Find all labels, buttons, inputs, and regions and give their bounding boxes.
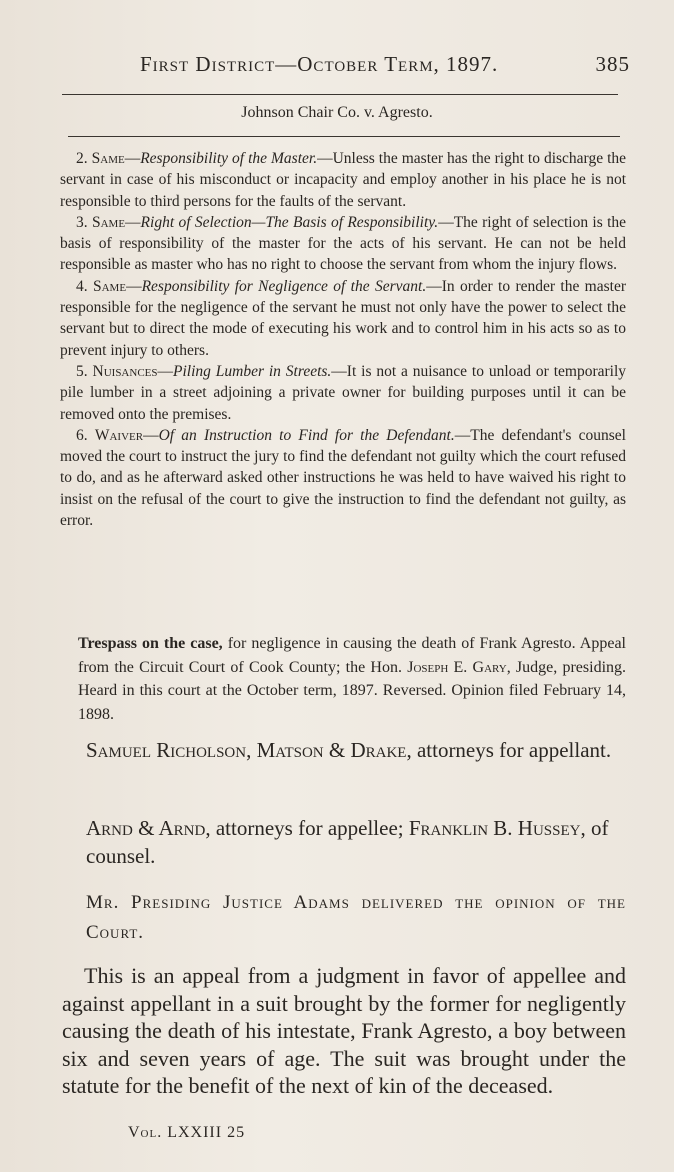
case-title: Johnson Chair Co. v. Agresto. (241, 104, 433, 121)
headnote-topic: Waiver (94, 426, 144, 444)
appellee-counsel (86, 814, 626, 870)
running-head (140, 52, 630, 77)
headnote-text: —The defendant's counsel moved the court to instruct the jury to find the defendant not guilty which the court refused to do, and as he afterward asked other instructions he was held to have waived his right to insist on the refusal of the court to give the instruction to find the defendant not guilty, as error. (60, 426, 626, 530)
volume-label: Vol. LXXIII (128, 1124, 223, 1141)
headnote-number: 4. (76, 277, 88, 295)
appellant-counsel (86, 736, 626, 764)
case-action: Trespass on the case, (78, 635, 223, 652)
headnote-topic: Same (92, 277, 127, 295)
running-head-title: First District—October Term, 1897. (140, 52, 499, 76)
of-counsel-name: Franklin B. Hussey (408, 816, 581, 840)
case-description (78, 632, 626, 726)
header-rule-top (62, 94, 618, 95)
headnote-subtopic: Of an Instruction to Find for the Defendant. (158, 426, 455, 444)
signature-mark (128, 1124, 245, 1142)
headnote: 3. Same—Right of Selection—The Basis of Responsibility.—The right of selection is the basis of responsibility of the master for the acts of his servant. He can not be held responsible as master who has no right to choose the servant from whom the injury flows. (60, 213, 627, 274)
headnote: 2. Same—Responsibility of the Master.—Unless the master has the right to discharge the servant in case of his misconduct or incapacity and employ another in his place he is not responsible to third persons for the faults of the servant. (60, 150, 627, 210)
headnote: 6. Waiver—Of an Instruction to Find for the Defendant.—The defendant's counsel moved the court to instruct the jury to find the defendant not guilty which the court refused to do, and as he afterward asked other instructions he was held to have waived his right to insist on the refusal of the court to give the instruction to find the defendant not guilty, as error. (60, 426, 626, 530)
headnote-subtopic: Piling Lumber in Streets. (173, 362, 332, 380)
appellant-attorneys: Samuel Richolson, Matson & Drake (86, 738, 407, 762)
headnote-subtopic: Responsibility of the Master. (140, 150, 318, 167)
header-rule-bottom (68, 136, 620, 137)
appellee-attorneys: Arnd & Arnd (86, 816, 206, 840)
headnote-topic: Nuisances (92, 362, 158, 380)
judge-name: Joseph E. Gary (407, 658, 507, 676)
headnote-text: —It is not a nuisance to unload or temporarily pile lumber in a street adjoining a private owner for building purposes until it can be removed onto the premises. (60, 362, 627, 423)
headnote-number: 6. (76, 426, 88, 444)
headnote-text: —Unless the master has the right to discharge the servant in case of his misconduct or incapacity and employ another in his place he is not responsible to third persons for the faults of the servant. (60, 150, 627, 210)
headnote: 5. Nuisances—Piling Lumber in Streets.—It is not a nuisance to unload or temporarily pile lumber in a street adjoining a private owner for building purposes until it can be removed onto the premises. (60, 362, 627, 423)
case-description-text2: , Judge, presiding. Heard in this court at the October term, 1897. Reversed. Opinion filed February 14, 1898. (78, 658, 627, 723)
of-counsel-role: , of counsel. (86, 816, 609, 868)
headnote-number: 3. (76, 213, 88, 231)
headnote-text: —The right of selection is the basis of responsibility of the master for the acts of his servant. He can not be held responsible as master who has no right to choose the servant from whom the injury flows. (60, 213, 627, 274)
opinion-header: Mr. Presiding Justice Adams delivered the opinion of the Court. (86, 892, 626, 943)
appellee-role: , attorneys for appellee; (205, 816, 404, 840)
sheet-number: 25 (227, 1124, 246, 1141)
headnote-number: 2. (76, 150, 88, 167)
appellant-role: , attorneys for appellant. (406, 738, 612, 762)
headnote-topic: Same (91, 150, 125, 167)
headnote-subtopic: Responsibility for Negligence of the Servant. (141, 277, 427, 295)
headnote-topic: Same (91, 213, 126, 231)
page-number: 385 (595, 52, 630, 76)
headnote-text: —In order to render the master responsible for the negligence of the servant he must not only have the power to select the servant but to direct the mode of executing his work and to control him in his acts so as to prevent injury to others. (60, 277, 626, 359)
headnote-number: 5. (76, 362, 88, 380)
headnotes (60, 148, 626, 531)
headnote-subtopic: Right of Selection—The Basis of Responsibility. (140, 213, 439, 231)
case-description-text: for negligence in causing the death of Frank Agresto. Appeal from the Circuit Court of Cook County; the Hon. (78, 635, 627, 676)
headnote: 4. Same—Responsibility for Negligence of the Servant.—In order to render the master responsible for the negligence of the servant he must not only have the power to select the servant but to direct the mode of executing his work and to control him in his acts so as to prevent injury to others. (60, 277, 626, 359)
opinion-text: This is an appeal from a judgment in favor of appellee and against appellant in a suit brought by the former for negligently causing the death of his intestate, Frank Agresto, a boy between six and seven years of age. The suit was brought under the statute for the benefit of the next of kin of the deceased. (62, 963, 626, 1098)
